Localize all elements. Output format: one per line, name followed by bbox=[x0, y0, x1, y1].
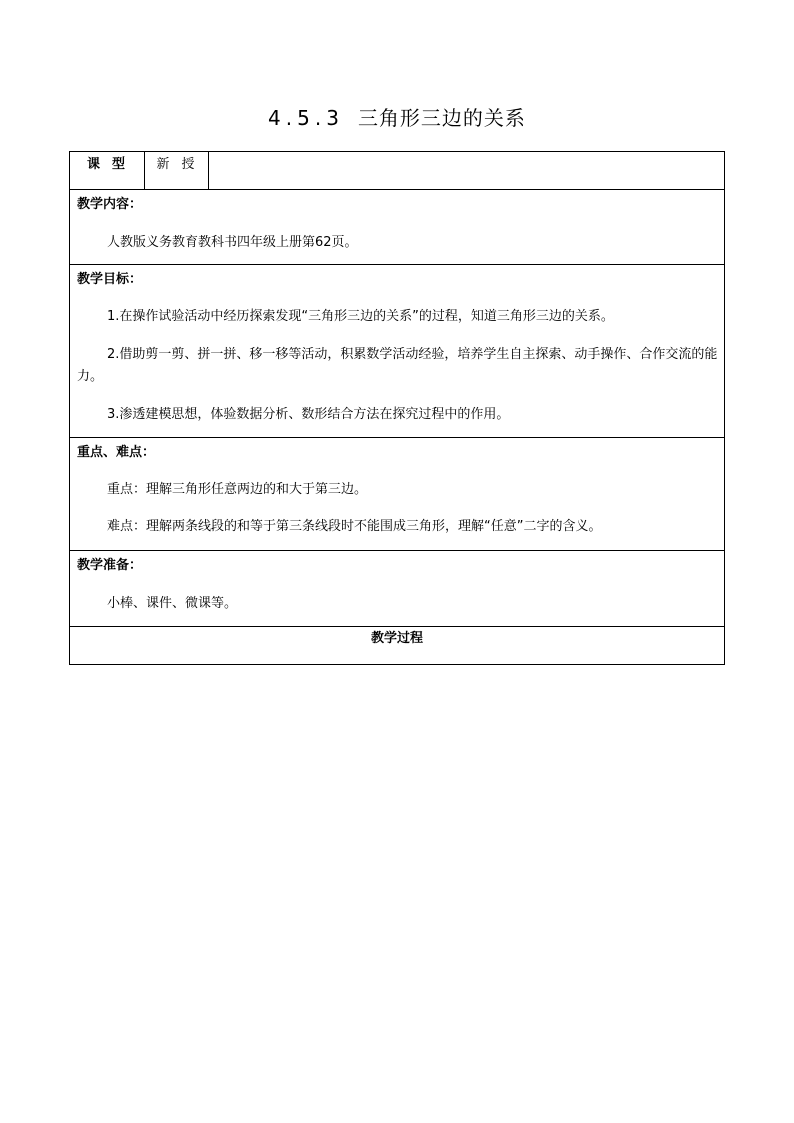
teaching-content-heading: 教学内容： bbox=[77, 197, 143, 212]
lesson-title: 三角形三边的关系 bbox=[357, 106, 526, 130]
teaching-content-text: 人教版义务教育教科书四年级上册第62页。 bbox=[107, 235, 358, 250]
preparation-heading: 教学准备： bbox=[77, 558, 143, 573]
lesson-type-row bbox=[70, 152, 724, 189]
key-point-item: 重点：理解三角形任意两边的和大于第三边。 bbox=[107, 482, 368, 497]
teaching-goal-item: 3.渗透建模思想，体验数据分析、数形结合方法在探究过程中的作用。 bbox=[107, 407, 510, 422]
lesson-type-label: 课型 bbox=[70, 152, 145, 189]
lesson-number: 4.5.3 bbox=[268, 106, 344, 130]
lesson-plan-table bbox=[69, 151, 725, 665]
teaching-content-section bbox=[70, 189, 724, 264]
key-points-heading: 重点、难点： bbox=[77, 445, 156, 460]
teaching-process-heading: 教学过程 bbox=[70, 626, 724, 664]
document-title bbox=[0, 104, 794, 132]
teaching-goal-item: 1.在操作试验活动中经历探索发现“三角形三边的关系”的过程，知道三角形三边的关系。 bbox=[107, 309, 614, 324]
teaching-goals-section bbox=[70, 264, 724, 437]
teaching-goal-item: 2.借助剪一剪、拼一拼、移一移等活动，积累数学活动经验，培养学生自主探索、动手操作、合作交流的能力。 bbox=[77, 347, 718, 384]
preparation-text: 小棒、课件、微课等。 bbox=[107, 596, 238, 611]
key-points-section bbox=[70, 437, 724, 550]
teaching-goals-heading: 教学目标： bbox=[77, 272, 143, 287]
lesson-type-blank-cell bbox=[209, 152, 724, 189]
difficult-point-item: 难点：理解两条线段的和等于第三条线段时不能围成三角形，理解“任意”二字的含义。 bbox=[107, 519, 602, 534]
lesson-type-value: 新授 bbox=[145, 152, 209, 189]
preparation-section bbox=[70, 550, 724, 626]
